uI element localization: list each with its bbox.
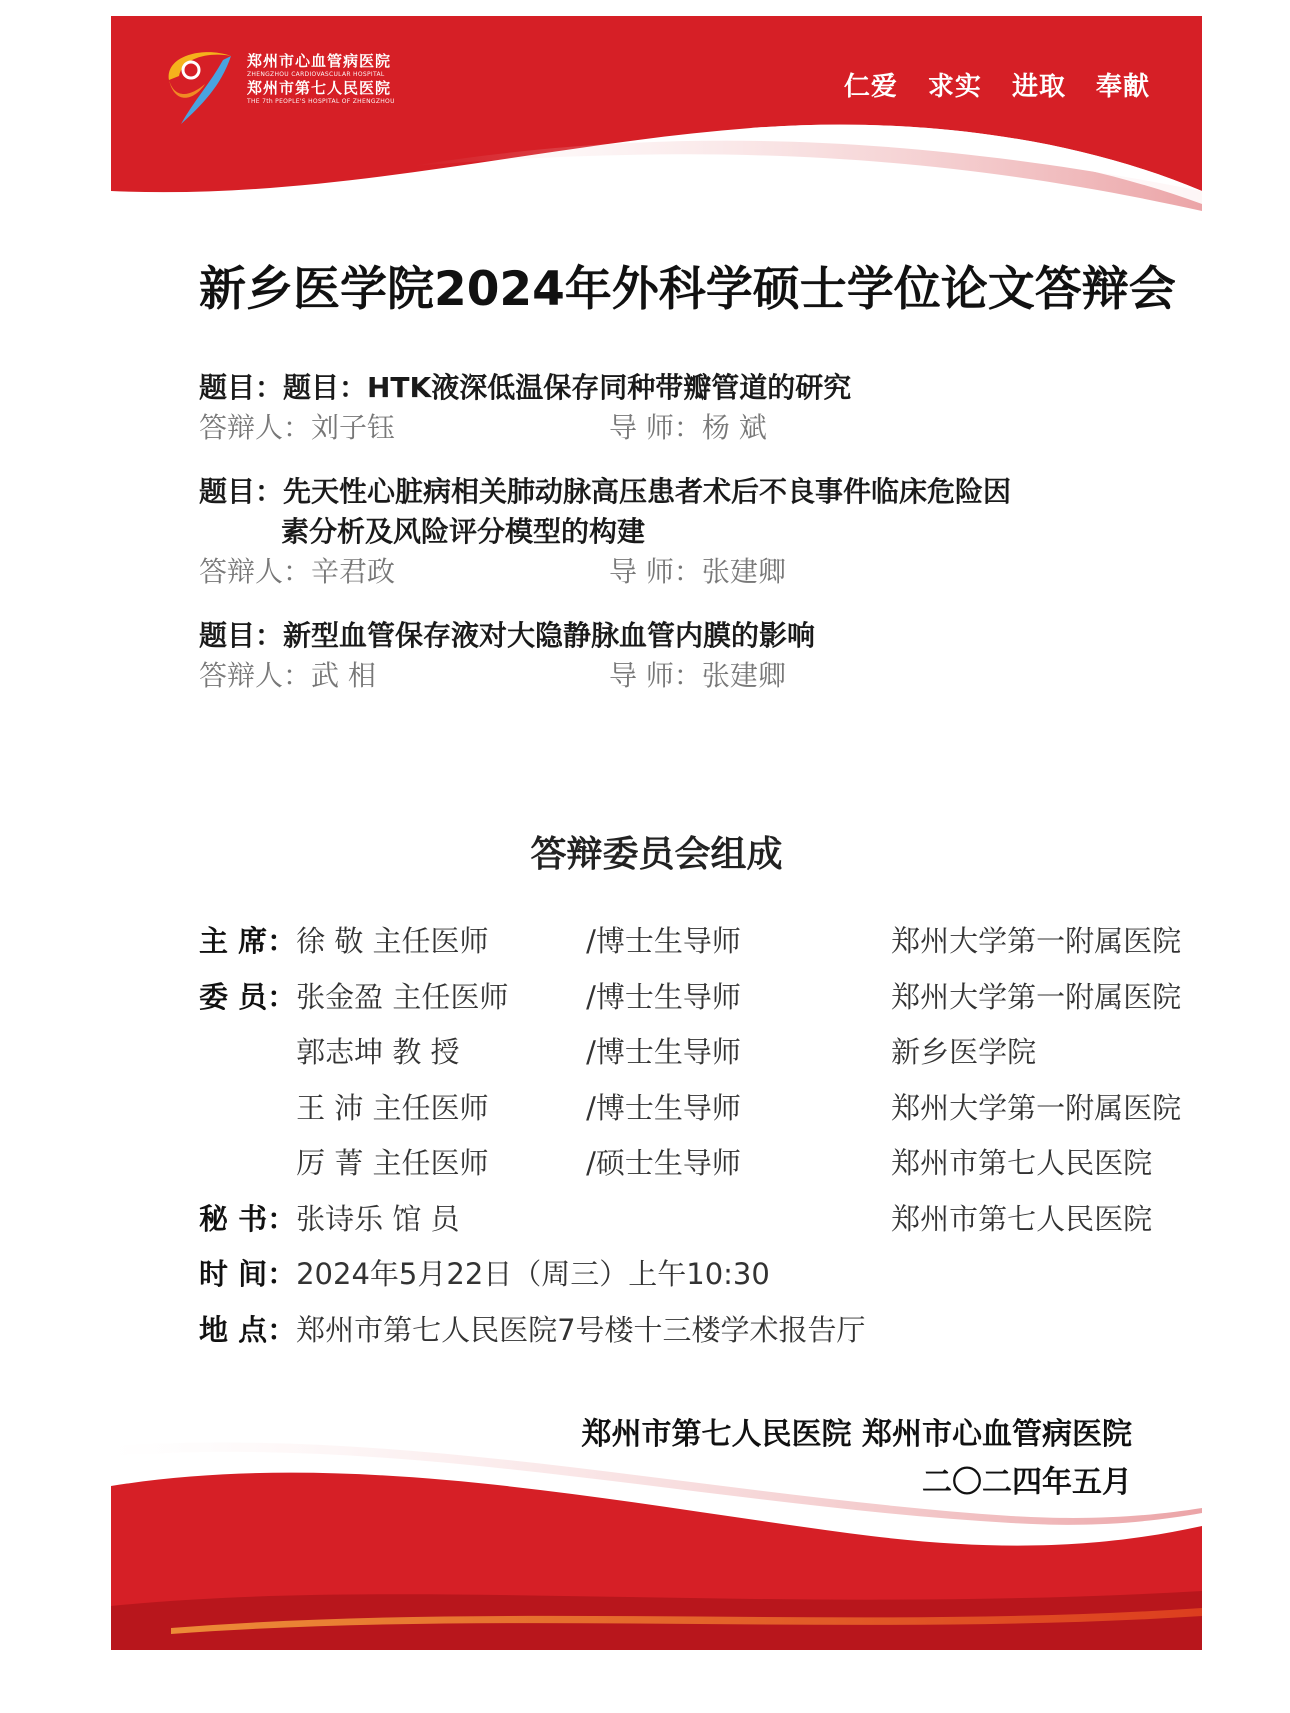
committee-name: 2024年5月22日（周三）上午10:30 (296, 1257, 770, 1292)
topic-line: 题目：新型血管保存液对大隐静脉血管内膜的影响 (199, 619, 816, 652)
committee-row (199, 1079, 1181, 1135)
logo-name-en-2: THE 7th PEOPLE'S HOSPITAL OF ZHENGZHOU (247, 98, 395, 105)
issue-date: 二〇二四年五月 (922, 1465, 1132, 1500)
hospital-logo-icon (161, 46, 241, 132)
committee-org: 郑州大学第一附属医院 (891, 924, 1182, 959)
committee-title: /博士生导师 (586, 979, 741, 1014)
logo-name-en-1: ZHENGZHOU CARDIOVASCULAR HOSPITAL (247, 71, 385, 78)
committee-name: 厉 菁 主任医师 (296, 1146, 489, 1181)
topic-line: 题目：先天性心脏病相关肺动脉高压患者术后不良事件临床危险因 (199, 475, 1012, 508)
thesis-2-advisor: 导 师：张建卿 (609, 555, 786, 588)
committee-title (586, 1190, 891, 1246)
committee-name: 郭志坤 教 授 (296, 1035, 460, 1070)
defender: 答辩人：刘子钰 (199, 411, 396, 444)
thesis-1-advisor: 导 师：杨 斌 (609, 411, 767, 444)
committee-name: 王 沛 主任医师 (296, 1090, 489, 1125)
committee-org: 郑州大学第一附属医院 (891, 979, 1182, 1014)
committee-role: 主 席： (199, 924, 297, 959)
page-title: 新乡医学院2024年外科学硕士学位论文答辩会 (199, 262, 1176, 317)
committee-org: 新乡医学院 (891, 1035, 1037, 1070)
committee-title: /硕士生导师 (586, 1146, 741, 1181)
thesis-topic (199, 472, 1011, 552)
committee-row (199, 912, 1181, 968)
committee-title: /博士生导师 (586, 1035, 741, 1070)
logo-text (247, 52, 395, 106)
thesis-3-advisor: 导 师：张建卿 (609, 659, 786, 692)
topic-line: 题目：题目：HTK液深低温保存同种带瓣管道的研究 (199, 371, 852, 404)
committee-row (199, 1245, 1181, 1301)
committee-role: 委 员： (199, 979, 297, 1014)
logo-name-cn-1: 郑州市心血管病医院 (247, 52, 392, 70)
committee-name: 张诗乐 馆 员 (296, 1201, 460, 1236)
committee-title: /博士生导师 (586, 1090, 741, 1125)
committee-role: 时 间： (199, 1257, 297, 1292)
committee-role: 地 点： (199, 1312, 297, 1347)
committee-row (199, 1023, 1181, 1079)
poster (111, 16, 1202, 1650)
committee-row (199, 1134, 1181, 1190)
committee-org: 郑州市第七人民医院 (891, 1201, 1153, 1236)
committee-heading: 答辩委员会组成 (530, 834, 783, 875)
committee-role: 秘 书： (199, 1201, 297, 1236)
committee-row (199, 968, 1181, 1024)
committee-org: 郑州市第七人民医院 (891, 1146, 1153, 1181)
thesis-2 (199, 472, 1011, 592)
committee-title: /博士生导师 (586, 924, 741, 959)
thesis-people (199, 552, 1011, 592)
thesis-topic (199, 368, 851, 408)
topic-line-cont: 素分析及风险评分模型的构建 (281, 515, 646, 548)
thesis-topic (199, 616, 815, 656)
footer (582, 1411, 1132, 1507)
committee-name: 张金盈 主任医师 (296, 979, 509, 1014)
committee-name: 徐 敬 主任医师 (296, 924, 489, 959)
committee-name: 郑州市第七人民医院7号楼十三楼学术报告厅 (296, 1312, 866, 1347)
motto: 仁爱 求实 进取 奉献 (843, 72, 1150, 102)
organizers: 郑州市第七人民医院 郑州市心血管病医院 (581, 1417, 1132, 1452)
committee-role (199, 1079, 296, 1135)
committee-role (199, 1023, 296, 1079)
committee-role (199, 1134, 296, 1190)
committee-row (199, 1190, 1181, 1246)
committee-table (199, 912, 1181, 1356)
committee-org: 郑州大学第一附属医院 (891, 1090, 1182, 1125)
logo-name-cn-2: 郑州市第七人民医院 (247, 79, 392, 97)
committee-row (199, 1301, 1181, 1357)
defender: 答辩人：辛君政 (199, 555, 396, 588)
defender: 答辩人：武 相 (199, 659, 376, 692)
